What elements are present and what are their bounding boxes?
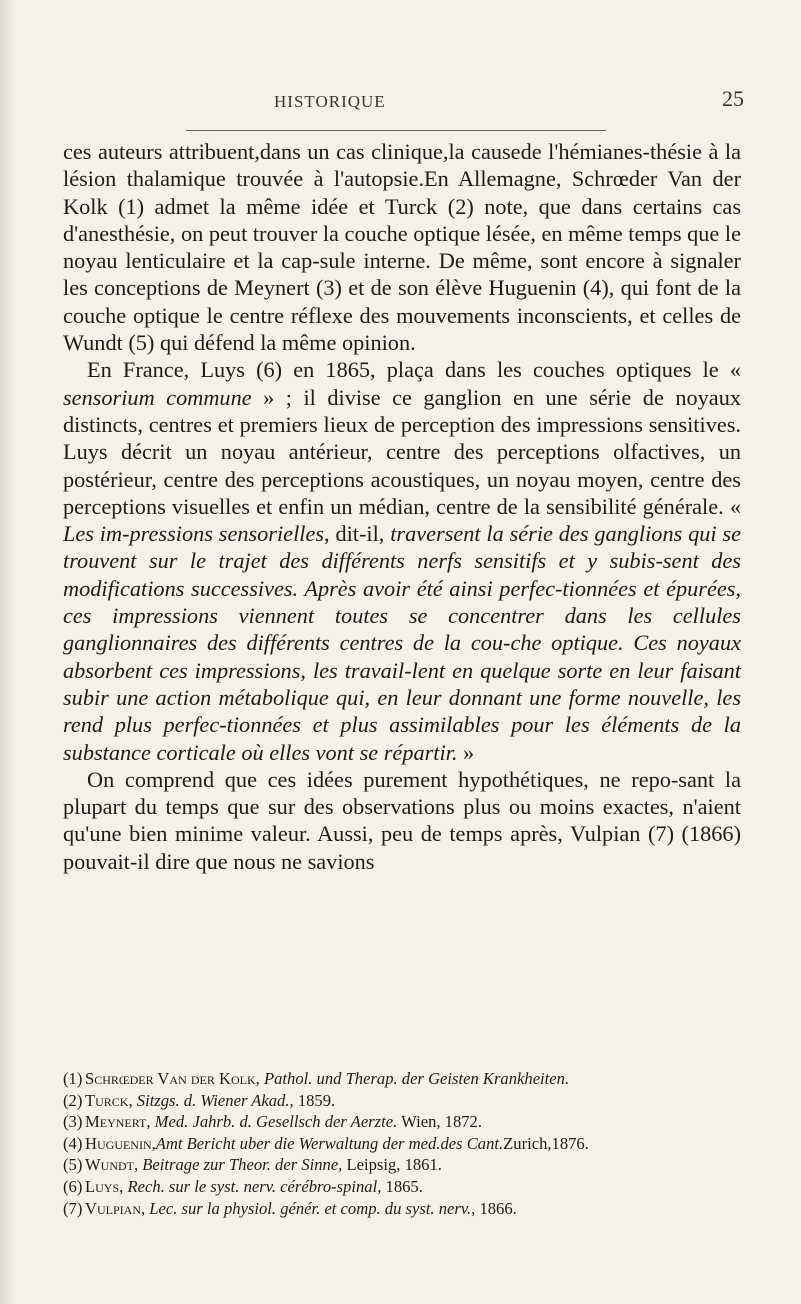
footnote-title: Lec. sur la physiol. génér. et comp. du syst. nerv., [149,1198,476,1218]
footnote [63,1133,743,1155]
page-number: 25 [722,86,744,111]
footnote-number: (6) [63,1176,83,1196]
footnote-title: Pathol. und Therap. der Geisten Krankheiten. [263,1069,570,1088]
page-gutter-shadow [0,0,14,1304]
header-rule [186,130,606,131]
p2-intro: En France, Luys (6) en 1865, plaça dans les couches optiques le « [87,357,741,383]
footnote-title: Amt Bericht uber die Werwaltung der med.des Cant. [155,1133,504,1153]
footnote-detail: Leipsig, 1861. [346,1155,442,1175]
footnote-title: Rech. sur le syst. nerv. cérébro-spinal, [127,1176,382,1196]
footnote-number: (3) [63,1112,83,1132]
footnote [63,1154,743,1176]
footnote-title: Beitrage zur Theor. der Sinne, [142,1155,343,1175]
paragraph-2 [63,356,741,765]
footnote-author: Huguenin, [85,1133,156,1153]
footnote-detail: 1865. [385,1176,423,1196]
footnote-number: (7) [63,1198,83,1218]
sensorium-commune: sensorium commune [63,384,252,410]
running-title: HISTORIQUE [274,92,386,111]
footnote-number: (5) [63,1155,83,1175]
footnote-author: Schrœder Van der Kolk, [85,1069,260,1088]
footnote-title: Med. Jahrb. d. Gesellsch der Aerzte. [154,1112,398,1132]
quote-close: » [457,739,475,765]
paragraph-1: ces auteurs attribuent,dans un cas clinique,la causede l'hémianes-thésie à la lésion thalamique trouvée à l'autopsie.En Allemagne, Schrœder Van der Kolk (1) admet la même idée et Turck (2) note, que dans certains cas d'anesthésie, on peut trouver la couche optique lésée, en même temps que le noyau lenticulaire et la cap-sule interne. De même, sont encore à signaler les conceptions de Meynert (3) et de son élève Huguenin (4), qui font de la couche optique le centre réflexe des mouvements inconscients, et celles de Wundt (5) qui défend la même opinion. [63,139,741,356]
footnote-detail: Zurich,1876. [503,1133,589,1153]
dit-il: , dit-il, [324,521,391,547]
luys-quote-part-1: Les im-pressions sensorielles [63,521,325,547]
footnote [63,1068,743,1090]
footnote-author: Meynert, [85,1112,151,1132]
footnote-author: Wundt, [85,1155,139,1175]
footnote-detail: 1859. [297,1090,336,1110]
footnote-number: (2) [63,1090,83,1110]
main-text [63,138,741,875]
footnote-author: Luys, [85,1176,124,1196]
footnote [63,1090,743,1112]
footnote-title: Sitzgs. d. Wiener Akad., [136,1090,294,1110]
footnotes [63,1068,743,1219]
footnote [63,1198,743,1220]
footnote [63,1176,743,1198]
footnote-author: Vulpian, [85,1198,146,1218]
p2-description: » ; il divise ce ganglion en une série de noyaux distincts, centres et premiers lieux de perception des impressions sensitives. Luys décrit un noyau antérieur, centre des perceptions olfactives, un postérieur, centre des perceptions acoustiques, un noyau moyen, centre des perceptions visuelles et enfin un médian, centre de la sensibilité générale. « [63,384,741,519]
footnote [63,1111,743,1133]
footnote-number: (4) [63,1133,83,1153]
page-header [134,86,754,118]
paragraph-3: On comprend que ces idées purement hypothétiques, ne repo-sant la plupart du temps que sur des observations plus ou moins exactes, n'aient qu'une bien minime valeur. Aussi, peu de temps après, Vulpian (7) (1866) pouvait-il dire que nous ne savions [63,766,741,874]
footnote-number: (1) [63,1069,83,1088]
footnote-author: Turck, [85,1090,133,1110]
footnote-detail: 1866. [479,1198,517,1218]
luys-quote-part-2: traversent la série des ganglions qui se trouvent sur le trajet des différents nerfs sensitifs et y subis-sent des modifications successives. Après avoir été ainsi perfec-tionnées et épurées, ces impressions viennent toutes se concentrer dans les cellules ganglionnaires des différents centres de la cou-che optique. Ces noyaux absorbent ces impressions, les travail-lent en quelque sorte en leur faisant subir une action métabolique qui, en leur donnant une forme nouvelle, les rend plus perfec-tionnées et plus assimilables pour les éléments de la substance corticale où elles vont se répartir. [63,521,741,765]
footnote-detail: Wien, 1872. [401,1112,482,1132]
